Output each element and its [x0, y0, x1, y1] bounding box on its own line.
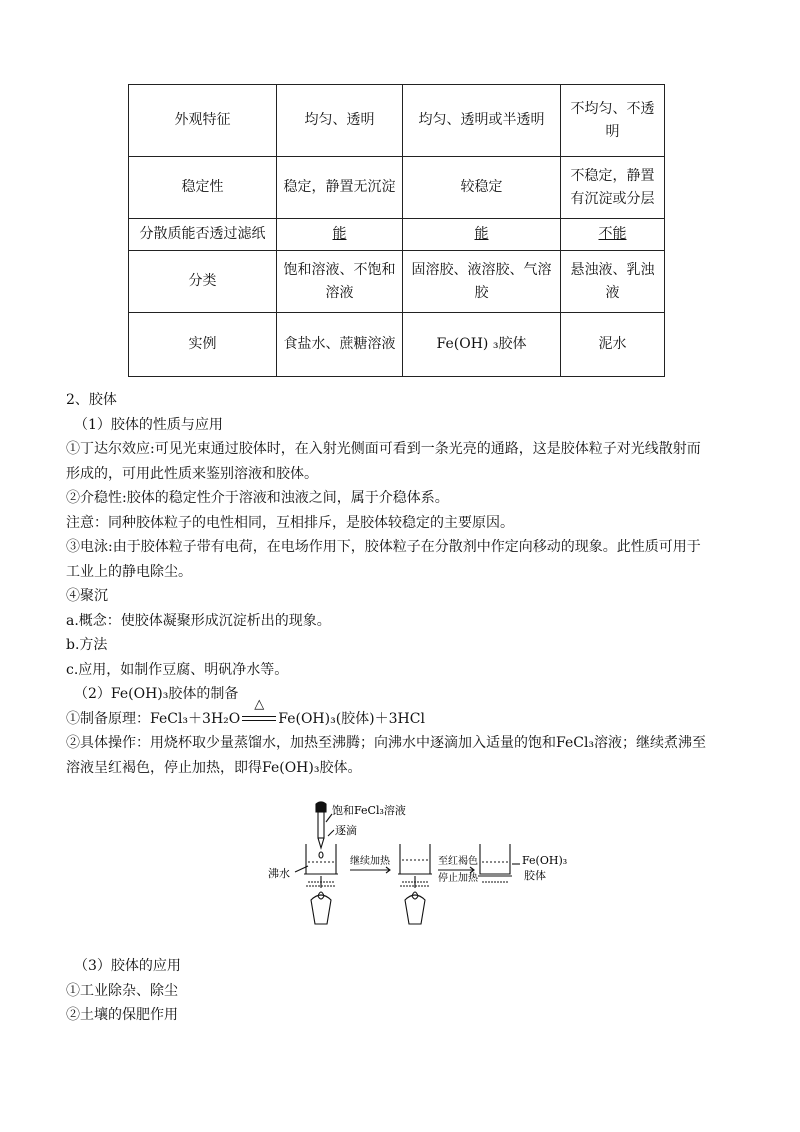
boiling-water-label: 沸水	[268, 867, 290, 880]
colloid-section	[66, 388, 746, 780]
paragraph-line: ①丁达尔效应:可见光束通过胶体时，在入射光侧面可看到一条光亮的通路，这是胶体粒子对光线散射而	[66, 441, 701, 457]
paragraph-line: b.方法	[66, 637, 108, 653]
beaker-icon	[400, 844, 430, 874]
paragraph-line: 溶液呈红褐色，停止加热，即得Fe(OH)₃胶体。	[66, 759, 362, 776]
row-label: 稳定性	[129, 157, 277, 219]
list-item: ①工业除杂、除尘	[66, 982, 178, 999]
section-heading: 2、胶体	[66, 392, 117, 408]
table-row	[129, 85, 665, 157]
fecl3-label: 饱和FeCl₃溶液	[332, 804, 406, 817]
dropper-bulb-icon	[316, 802, 326, 812]
heat-symbol: △	[254, 696, 265, 712]
row-label: 分散质能否透过滤纸	[129, 219, 277, 251]
list-item: ②土壤的保肥作用	[66, 1007, 178, 1023]
table-row	[129, 251, 665, 313]
table-row	[129, 313, 665, 377]
reaction-condition	[240, 696, 278, 732]
subsection-heading: （3）胶体的应用	[74, 958, 181, 974]
drop-icon	[319, 852, 323, 858]
colloid-cell: 能	[403, 219, 561, 251]
colloid-cell: 固溶胶、液溶胶、气溶胶	[403, 251, 561, 313]
colloid-cell: 均匀、透明或半透明	[403, 85, 561, 157]
step2-label-a: 至红褐色	[438, 856, 478, 867]
row-label: 分类	[129, 251, 277, 313]
suspension-cell: 不均匀、不透明	[561, 85, 665, 157]
paragraph-line: ②介稳性:胶体的稳定性介于溶液和浊液之间，属于介稳体系。	[66, 490, 449, 506]
solution-cell: 食盐水、蔗糖溶液	[277, 313, 403, 377]
equation-products: Fe(OH)₃(胶体)＋3HCl	[278, 710, 425, 727]
solution-cell: 稳定，静置无沉淀	[277, 157, 403, 219]
beaker-icon	[480, 844, 510, 874]
paragraph-line: ②具体操作：用烧杯取少量蒸馏水，加热至沸腾；向沸水中逐滴加入适量的饱和FeCl₃溶液；继续煮沸至	[66, 735, 707, 751]
dropper-tube-icon	[318, 812, 324, 838]
dropper-tip-icon	[318, 838, 324, 848]
equation-reactants: ①制备原理：FeCl₃＋3H₂O	[66, 710, 241, 727]
paragraph-line: ④聚沉	[66, 588, 108, 604]
subsection-heading: （2）Fe(OH)₃胶体的制备	[74, 686, 239, 702]
drop-label: 逐滴	[335, 824, 357, 837]
step2-label-b: 停止加热	[438, 873, 478, 884]
colloid-cell: Fe(OH) ₃胶体	[403, 313, 561, 377]
colloid-cell: 较稳定	[403, 157, 561, 219]
solution-cell: 能	[277, 219, 403, 251]
paragraph-line: 工业上的静电除尘。	[66, 563, 192, 580]
subsection-heading: （1）胶体的性质与应用	[74, 416, 223, 433]
note-line: 注意：同种胶体粒子的电性相同，互相排斥，是胶体较稳定的主要原因。	[66, 514, 514, 531]
table-row	[129, 219, 665, 251]
table-row	[129, 157, 665, 219]
solution-cell: 均匀、透明	[277, 85, 403, 157]
solution-cell: 饱和溶液、不饱和溶液	[277, 251, 403, 313]
apparatus-svg	[268, 800, 568, 932]
suspension-cell: 不能	[561, 219, 665, 251]
equation-line	[66, 696, 746, 732]
suspension-cell: 不稳定，静置有沉淀或分层	[561, 157, 665, 219]
dispersion-comparison-table	[128, 84, 665, 377]
product-label-a: Fe(OH)₃	[522, 854, 568, 867]
row-label: 外观特征	[129, 85, 277, 157]
row-label: 实例	[129, 313, 277, 377]
fe-oh3-preparation-diagram	[268, 800, 568, 932]
product-label-b: 胶体	[524, 869, 546, 882]
suspension-cell: 悬浊液、乳浊液	[561, 251, 665, 313]
suspension-cell: 泥水	[561, 313, 665, 377]
step1-label: 继续加热	[350, 856, 390, 867]
paragraph-line: ③电泳:由于胶体粒子带有电荷，在电场作用下，胶体粒子在分散剂中作定向移动的现象。此性质可用于	[66, 539, 701, 555]
paragraph-line: 形成的，可用此性质来鉴别溶液和胶体。	[66, 465, 318, 482]
paragraph-line: a.概念：使胶体凝聚形成沉淀析出的现象。	[66, 612, 331, 629]
colloid-applications	[66, 954, 746, 1028]
paragraph-line: c.应用，如制作豆腐、明矾净水等。	[66, 661, 289, 678]
